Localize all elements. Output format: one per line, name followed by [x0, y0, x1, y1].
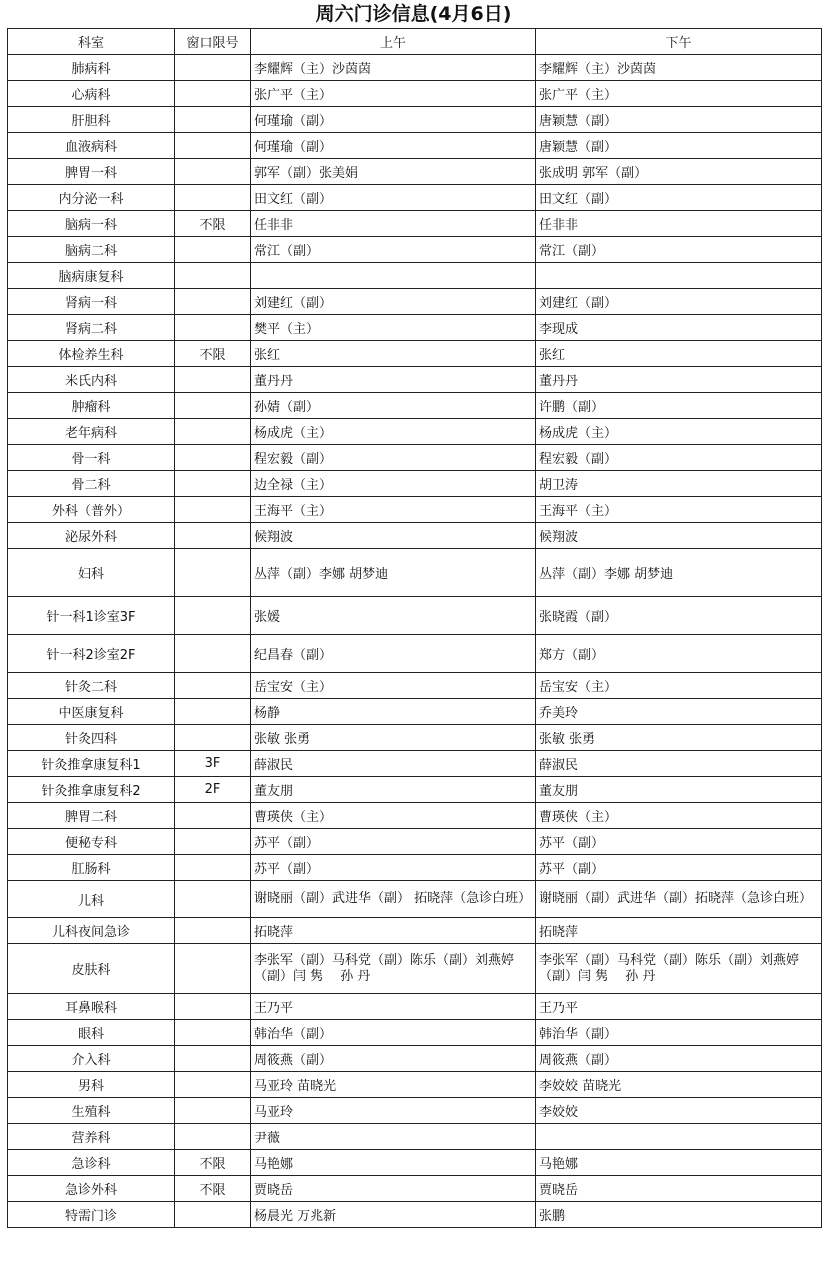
afternoon-doctors-cell: 乔美玲 — [536, 699, 822, 725]
morning-doctors-cell: 常江（副） — [251, 237, 536, 263]
morning-doctors-cell: 张媛 — [251, 597, 536, 635]
afternoon-doctors-cell: 李姣姣 — [536, 1098, 822, 1124]
table-row — [8, 341, 822, 367]
table-row — [8, 1202, 822, 1228]
morning-doctors-cell: 马艳娜 — [251, 1150, 536, 1176]
morning-doctors-cell: 张红 — [251, 341, 536, 367]
table-row — [8, 419, 822, 445]
afternoon-doctors-cell: 张敏 张勇 — [536, 725, 822, 751]
afternoon-doctors-cell: 许鹏（副） — [536, 393, 822, 419]
morning-doctors-cell: 樊平（主） — [251, 315, 536, 341]
afternoon-doctors-cell: 常江（副） — [536, 237, 822, 263]
window-cell: 不限 — [175, 1150, 251, 1176]
table-row — [8, 635, 822, 673]
window-cell — [175, 725, 251, 751]
afternoon-doctors-cell: 苏平（副） — [536, 829, 822, 855]
dept-cell: 针一科2诊室2F — [8, 635, 175, 673]
dept-cell: 脑病一科 — [8, 211, 175, 237]
table-row — [8, 918, 822, 944]
table-row — [8, 497, 822, 523]
table-row — [8, 1124, 822, 1150]
afternoon-doctors-cell: 唐颖慧（副） — [536, 133, 822, 159]
table-row — [8, 185, 822, 211]
afternoon-doctors-cell: 拓晓萍 — [536, 918, 822, 944]
morning-doctors-cell: 孙婧（副） — [251, 393, 536, 419]
table-row — [8, 289, 822, 315]
dept-cell: 介入科 — [8, 1046, 175, 1072]
afternoon-doctors-cell: 岳宝安（主） — [536, 673, 822, 699]
dept-cell: 肛肠科 — [8, 855, 175, 881]
morning-doctors-cell: 刘建红（副） — [251, 289, 536, 315]
header-morning: 上午 — [251, 29, 536, 55]
table-row — [8, 549, 822, 597]
header-window: 窗口限号 — [175, 29, 251, 55]
afternoon-doctors-cell: 曹瑛侠（主） — [536, 803, 822, 829]
table-row — [8, 1020, 822, 1046]
table-row — [8, 699, 822, 725]
window-cell — [175, 881, 251, 918]
window-cell: 2F — [175, 777, 251, 803]
window-cell — [175, 829, 251, 855]
dept-cell: 内分泌一科 — [8, 185, 175, 211]
window-cell: 不限 — [175, 1176, 251, 1202]
header-row — [8, 29, 822, 55]
afternoon-doctors-cell: 薛淑民 — [536, 751, 822, 777]
afternoon-doctors-cell: 韩治华（副） — [536, 1020, 822, 1046]
morning-doctors-cell: 董丹丹 — [251, 367, 536, 393]
afternoon-doctors-cell: 杨成虎（主） — [536, 419, 822, 445]
morning-doctors-cell: 拓晓萍 — [251, 918, 536, 944]
afternoon-doctors-cell: 李姣姣 苗晓光 — [536, 1072, 822, 1098]
window-cell — [175, 673, 251, 699]
dept-cell: 中医康复科 — [8, 699, 175, 725]
dept-cell: 耳鼻喉科 — [8, 994, 175, 1020]
table-row — [8, 1046, 822, 1072]
window-cell — [175, 133, 251, 159]
window-cell: 3F — [175, 751, 251, 777]
window-cell — [175, 471, 251, 497]
table-row — [8, 107, 822, 133]
dept-cell: 特需门诊 — [8, 1202, 175, 1228]
afternoon-doctors-cell: 李现成 — [536, 315, 822, 341]
dept-cell: 营养科 — [8, 1124, 175, 1150]
morning-doctors-cell: 何瑾瑜（副） — [251, 133, 536, 159]
dept-cell: 脑病康复科 — [8, 263, 175, 289]
morning-doctors-cell: 候翔波 — [251, 523, 536, 549]
dept-cell: 泌尿外科 — [8, 523, 175, 549]
table-row — [8, 803, 822, 829]
window-cell — [175, 185, 251, 211]
afternoon-doctors-cell: 谢晓丽（副）武进华（副）拓晓萍（急诊白班） — [536, 881, 822, 918]
afternoon-doctors-cell: 刘建红（副） — [536, 289, 822, 315]
table-row — [8, 725, 822, 751]
window-cell — [175, 445, 251, 471]
morning-doctors-cell: 韩治华（副） — [251, 1020, 536, 1046]
dept-cell: 针灸推拿康复科2 — [8, 777, 175, 803]
dept-cell: 脑病二科 — [8, 237, 175, 263]
window-cell — [175, 1046, 251, 1072]
window-cell — [175, 918, 251, 944]
dept-cell: 针灸二科 — [8, 673, 175, 699]
header-dept: 科室 — [8, 29, 175, 55]
table-row — [8, 159, 822, 185]
morning-doctors-cell: 周筱燕（副） — [251, 1046, 536, 1072]
morning-doctors-cell: 董友朋 — [251, 777, 536, 803]
afternoon-doctors-cell: 候翔波 — [536, 523, 822, 549]
dept-cell: 儿科 — [8, 881, 175, 918]
afternoon-doctors-cell: 张晓霞（副） — [536, 597, 822, 635]
afternoon-doctors-cell: 王海平（主） — [536, 497, 822, 523]
afternoon-doctors-cell: 胡卫涛 — [536, 471, 822, 497]
morning-doctors-cell: 郭军（副）张美娟 — [251, 159, 536, 185]
window-cell — [175, 237, 251, 263]
morning-doctors-cell: 程宏毅（副） — [251, 445, 536, 471]
dept-cell: 眼科 — [8, 1020, 175, 1046]
morning-doctors-cell — [251, 263, 536, 289]
table-row — [8, 829, 822, 855]
window-cell — [175, 497, 251, 523]
afternoon-doctors-cell: 张红 — [536, 341, 822, 367]
dept-cell: 脾胃一科 — [8, 159, 175, 185]
morning-doctors-cell: 张广平（主） — [251, 81, 536, 107]
table-row — [8, 1098, 822, 1124]
window-cell — [175, 1098, 251, 1124]
window-cell — [175, 1202, 251, 1228]
dept-cell: 便秘专科 — [8, 829, 175, 855]
window-cell — [175, 81, 251, 107]
header-afternoon: 下午 — [536, 29, 822, 55]
window-cell — [175, 597, 251, 635]
dept-cell: 肝胆科 — [8, 107, 175, 133]
dept-cell: 脾胃二科 — [8, 803, 175, 829]
dept-cell: 老年病科 — [8, 419, 175, 445]
window-cell — [175, 289, 251, 315]
morning-doctors-cell: 丛萍（副）李娜 胡梦迪 — [251, 549, 536, 597]
dept-cell: 肾病二科 — [8, 315, 175, 341]
afternoon-doctors-cell: 苏平（副） — [536, 855, 822, 881]
morning-doctors-cell: 谢晓丽（副）武进华（副） 拓晓萍（急诊白班） — [251, 881, 536, 918]
window-cell — [175, 1020, 251, 1046]
morning-doctors-cell: 田文红（副） — [251, 185, 536, 211]
window-cell — [175, 159, 251, 185]
table-row — [8, 237, 822, 263]
afternoon-doctors-cell: 董友朋 — [536, 777, 822, 803]
window-cell — [175, 367, 251, 393]
afternoon-doctors-cell: 贾晓岳 — [536, 1176, 822, 1202]
table-row — [8, 133, 822, 159]
table-row — [8, 315, 822, 341]
table-row — [8, 263, 822, 289]
dept-cell: 肾病一科 — [8, 289, 175, 315]
dept-cell: 体检养生科 — [8, 341, 175, 367]
dept-cell: 骨二科 — [8, 471, 175, 497]
afternoon-doctors-cell: 李张军（副）马科党（副）陈乐（副）刘燕婷（副）闫 隽 孙 丹 — [536, 944, 822, 994]
morning-doctors-cell: 杨晨光 万兆新 — [251, 1202, 536, 1228]
window-cell — [175, 55, 251, 81]
morning-doctors-cell: 曹瑛侠（主） — [251, 803, 536, 829]
dept-cell: 针灸推拿康复科1 — [8, 751, 175, 777]
morning-doctors-cell: 李张军（副）马科党（副）陈乐（副）刘燕婷（副）闫 隽 孙 丹 — [251, 944, 536, 994]
table-row — [8, 751, 822, 777]
window-cell — [175, 549, 251, 597]
table-row — [8, 673, 822, 699]
afternoon-doctors-cell: 郑方（副） — [536, 635, 822, 673]
dept-cell: 儿科夜间急诊 — [8, 918, 175, 944]
table-row — [8, 855, 822, 881]
dept-cell: 米氏内科 — [8, 367, 175, 393]
table-row — [8, 994, 822, 1020]
afternoon-doctors-cell: 王乃平 — [536, 994, 822, 1020]
table-row — [8, 445, 822, 471]
table-row — [8, 1176, 822, 1202]
table-row — [8, 471, 822, 497]
afternoon-doctors-cell: 张鹏 — [536, 1202, 822, 1228]
morning-doctors-cell: 王海平（主） — [251, 497, 536, 523]
schedule-table — [7, 28, 822, 1228]
morning-doctors-cell: 马亚玲 苗晓光 — [251, 1072, 536, 1098]
window-cell — [175, 263, 251, 289]
table-row — [8, 55, 822, 81]
morning-doctors-cell: 苏平（副） — [251, 855, 536, 881]
window-cell — [175, 803, 251, 829]
morning-doctors-cell: 杨静 — [251, 699, 536, 725]
table-row — [8, 944, 822, 994]
morning-doctors-cell: 贾晓岳 — [251, 1176, 536, 1202]
window-cell — [175, 994, 251, 1020]
window-cell — [175, 419, 251, 445]
dept-cell: 生殖科 — [8, 1098, 175, 1124]
afternoon-doctors-cell: 李耀辉（主）沙茵茵 — [536, 55, 822, 81]
morning-doctors-cell: 马亚玲 — [251, 1098, 536, 1124]
window-cell — [175, 635, 251, 673]
window-cell — [175, 1072, 251, 1098]
afternoon-doctors-cell: 程宏毅（副） — [536, 445, 822, 471]
dept-cell: 心病科 — [8, 81, 175, 107]
afternoon-doctors-cell: 周筱燕（副） — [536, 1046, 822, 1072]
afternoon-doctors-cell: 丛萍（副）李娜 胡梦迪 — [536, 549, 822, 597]
afternoon-doctors-cell: 张广平（主） — [536, 81, 822, 107]
dept-cell: 肺病科 — [8, 55, 175, 81]
afternoon-doctors-cell: 任非非 — [536, 211, 822, 237]
afternoon-doctors-cell: 唐颖慧（副） — [536, 107, 822, 133]
morning-doctors-cell: 张敏 张勇 — [251, 725, 536, 751]
dept-cell: 急诊外科 — [8, 1176, 175, 1202]
morning-doctors-cell: 李耀辉（主）沙茵茵 — [251, 55, 536, 81]
window-cell — [175, 944, 251, 994]
morning-doctors-cell: 尹薇 — [251, 1124, 536, 1150]
afternoon-doctors-cell: 田文红（副） — [536, 185, 822, 211]
morning-doctors-cell: 岳宝安（主） — [251, 673, 536, 699]
table-row — [8, 1072, 822, 1098]
morning-doctors-cell: 纪昌春（副） — [251, 635, 536, 673]
dept-cell: 皮肤科 — [8, 944, 175, 994]
window-cell — [175, 107, 251, 133]
table-row — [8, 777, 822, 803]
dept-cell: 外科（普外） — [8, 497, 175, 523]
morning-doctors-cell: 任非非 — [251, 211, 536, 237]
afternoon-doctors-cell — [536, 263, 822, 289]
afternoon-doctors-cell — [536, 1124, 822, 1150]
dept-cell: 针灸四科 — [8, 725, 175, 751]
window-cell: 不限 — [175, 211, 251, 237]
window-cell — [175, 855, 251, 881]
window-cell — [175, 523, 251, 549]
table-row — [8, 393, 822, 419]
afternoon-doctors-cell: 董丹丹 — [536, 367, 822, 393]
window-cell — [175, 393, 251, 419]
dept-cell: 急诊科 — [8, 1150, 175, 1176]
page-title: 周六门诊信息(4月6日) — [315, 3, 512, 25]
afternoon-doctors-cell: 马艳娜 — [536, 1150, 822, 1176]
table-row — [8, 367, 822, 393]
table-row — [8, 81, 822, 107]
morning-doctors-cell: 苏平（副） — [251, 829, 536, 855]
table-row — [8, 881, 822, 918]
dept-cell: 肿瘤科 — [8, 393, 175, 419]
window-cell — [175, 1124, 251, 1150]
dept-cell: 针一科1诊室3F — [8, 597, 175, 635]
dept-cell: 骨一科 — [8, 445, 175, 471]
window-cell — [175, 315, 251, 341]
morning-doctors-cell: 边全禄（主） — [251, 471, 536, 497]
afternoon-doctors-cell: 张成明 郭军（副） — [536, 159, 822, 185]
dept-cell: 血液病科 — [8, 133, 175, 159]
morning-doctors-cell: 杨成虎（主） — [251, 419, 536, 445]
table-row — [8, 211, 822, 237]
morning-doctors-cell: 何瑾瑜（副） — [251, 107, 536, 133]
window-cell — [175, 699, 251, 725]
morning-doctors-cell: 王乃平 — [251, 994, 536, 1020]
table-row — [8, 597, 822, 635]
table-row — [8, 1150, 822, 1176]
dept-cell: 妇科 — [8, 549, 175, 597]
morning-doctors-cell: 薛淑民 — [251, 751, 536, 777]
window-cell: 不限 — [175, 341, 251, 367]
table-row — [8, 523, 822, 549]
dept-cell: 男科 — [8, 1072, 175, 1098]
